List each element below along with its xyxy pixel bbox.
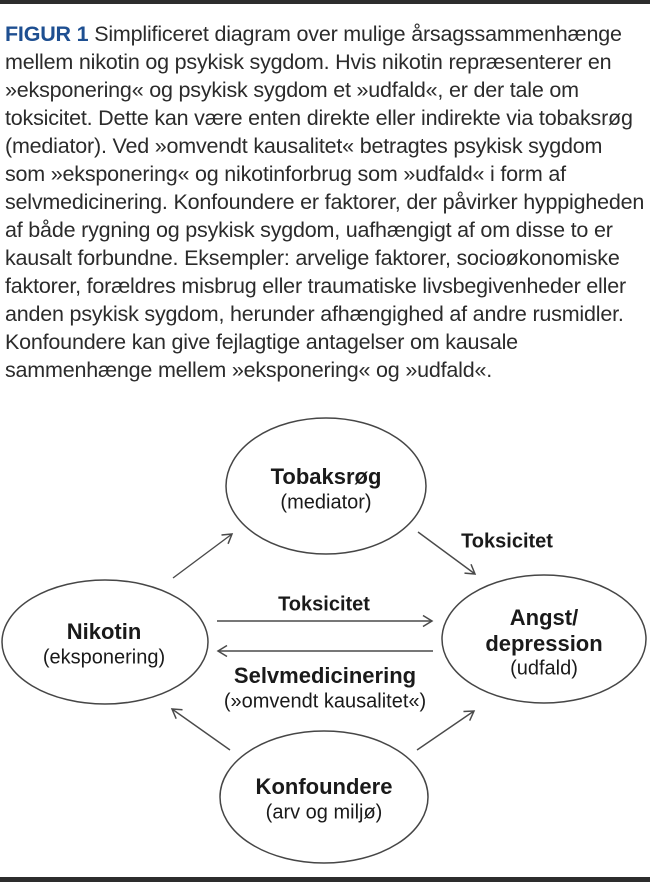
edge-label-toksicitet-direct: Toksicitet [278, 593, 370, 616]
edge-sublabel-omvendt-kausalitet: (»omvendt kausalitet«) [223, 690, 427, 713]
node-tobaksrog-sublabel: (mediator) [280, 491, 372, 514]
node-nikotin-label: Nikotin [66, 619, 142, 644]
node-nikotin-sublabel: (eksponering) [42, 646, 166, 669]
node-angst-label-line1: Angst/ [509, 605, 579, 630]
node-tobaksrog-label: Tobaksrøg [270, 464, 382, 489]
node-angst-sublabel: (udfald) [510, 657, 578, 680]
arrow-konfoundere-to-nikotin [172, 709, 230, 750]
figure-caption [5, 20, 648, 384]
causal-diagram [0, 415, 650, 886]
node-konfoundere-sublabel: (arv og miljø) [265, 801, 383, 824]
figure-caption-text: Simplificeret diagram over mulige årsagssammenhænge mellem nikotin og psykisk sygdom. Hvis nikotin repræsenterer en »eksponering« og psykisk sygdom et »udfald«, er der tale om toksicitet. Dette kan være enten direkte eller indirekte via tobaksrøg (mediator). Ved »omvendt kausalitet« betragtes psykisk sygdom som »eksponering« og nikotinforbrug som »udfald« i form af selvmedicinering. Konfoundere er faktorer, der påvirker hyppigheden af både rygning og psykisk sygdom, uafhængigt af om disse to er kausalt forbundne. Eksempler: arvelige faktorer, socioøkonomiske faktorer, forældres misbrug eller traumatiske livsbegivenheder eller anden psykisk sygdom, herunder afhængighed af andre rusmidler. Konfoundere kan give fejlagtige antagelser om kausale sammenhænge mellem »eksponering« og »udfald«. [5, 22, 645, 382]
edge-label-toksicitet-diagonal: Toksicitet [461, 530, 553, 553]
arrow-konfoundere-to-angst [417, 711, 474, 750]
bottom-rule [0, 877, 650, 882]
top-rule [0, 0, 650, 4]
figure-label: FIGUR 1 [5, 22, 89, 46]
node-angst-label-line2: depression [485, 631, 603, 656]
edge-label-selvmedicinering: Selvmedicinering [233, 663, 417, 688]
node-konfoundere-label: Konfoundere [255, 774, 393, 799]
arrow-nikotin-to-tobaksrog [173, 534, 232, 578]
